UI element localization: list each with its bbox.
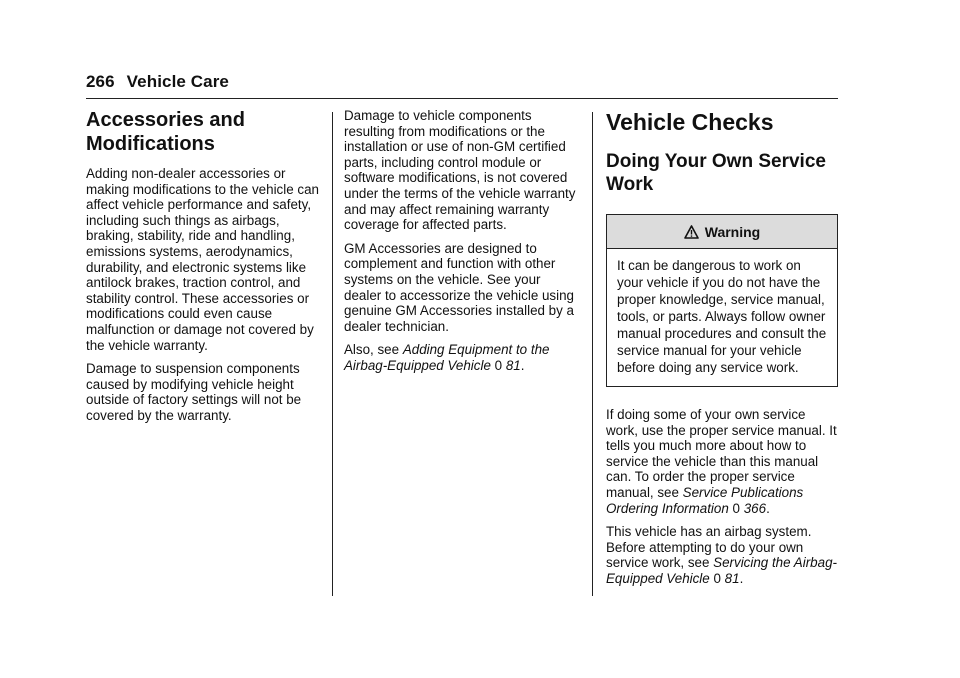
accessories-heading: Accessories and Modifications (86, 109, 245, 155)
header-rule (86, 98, 838, 99)
col2-paragraph-3 (344, 342, 578, 373)
col2-paragraph-2: GM Accessories are designed to complement and function with other systems on the vehicle. See your dealer to accessorize the vehicle using genuine GM Accessories installed by a dealer technician. (344, 240, 575, 334)
period: . (766, 500, 770, 516)
page-ref-number[interactable]: 81 (505, 357, 521, 373)
accessories-paragraph-2: Damage to suspension components caused by modifying vehicle height outside of factory settings will not be covered by the warranty. (86, 361, 302, 423)
col2-paragraph-1: Damage to vehicle components resulting from modifications or the installation or use of non-GM certified parts, including control module or software modifications, is not covered under the terms of the vehicle warranty and may affect remaining warranty coverage for affected parts. (344, 108, 576, 233)
see-prefix: Also, see (344, 342, 403, 358)
page-header (86, 72, 229, 92)
doing-your-own-heading: Doing Your Own Service Work (606, 151, 826, 195)
warning-label: Warning (704, 223, 761, 240)
accessories-paragraph-1: Adding non-dealer accessories or making modifications to the vehicle can affect vehicle performance and safety, including such things as airbags, braking, stability, ride and handling, emissions systems, aerodynamics, durability, and electronic systems like antilock brakes, traction control, and stability control. These accessories or modifications could even cause malfunction or damage not covered by the vehicle warranty. (86, 166, 319, 353)
column-divider-2 (592, 112, 593, 596)
warning-text: It can be dangerous to work on your vehicle if you do not have the proper knowledge, service manual, tools, or parts. Always follow owner manual procedures and consult the service manual for your vehicle before doing any service work. (617, 258, 827, 375)
service-paragraph-2 (606, 524, 838, 586)
service-publications-link[interactable]: Service Publications Ordering Information (606, 484, 804, 516)
service-paragraph-1-text: If doing some of your own service work, use the proper service manual. It tells you much more about how to service the vehicle than this manual can. To order the proper service manual, see (606, 407, 837, 500)
service-paragraph-2-text: This vehicle has an airbag system. Before attempting to do your own service work, see (606, 524, 812, 571)
page-ref-arrow-icon: 0 (732, 500, 740, 516)
page-ref-arrow-icon: 0 (713, 570, 721, 586)
cross-reference-link[interactable]: Adding Equipment to the Airbag-Equipped Vehicle (344, 342, 550, 373)
warning-header (607, 215, 837, 249)
warning-box (606, 214, 838, 387)
page-ref-number[interactable]: 366 (743, 500, 767, 516)
service-paragraph-1 (606, 407, 838, 516)
page-ref-arrow-icon: 0 (494, 357, 503, 373)
vehicle-checks-heading: Vehicle Checks (606, 109, 774, 135)
column-3 (606, 108, 838, 595)
page-ref-number[interactable]: 81 (724, 570, 740, 586)
warning-triangle-icon (684, 225, 699, 239)
column-2 (344, 108, 578, 382)
section-title: Vehicle Care (126, 72, 229, 91)
period: . (739, 570, 744, 586)
column-1 (86, 108, 322, 432)
servicing-airbag-link[interactable]: Servicing the Airbag-Equipped Vehicle (606, 555, 837, 586)
period: . (520, 357, 525, 373)
column-divider-1 (332, 112, 333, 596)
page-number: 266 (86, 72, 115, 91)
